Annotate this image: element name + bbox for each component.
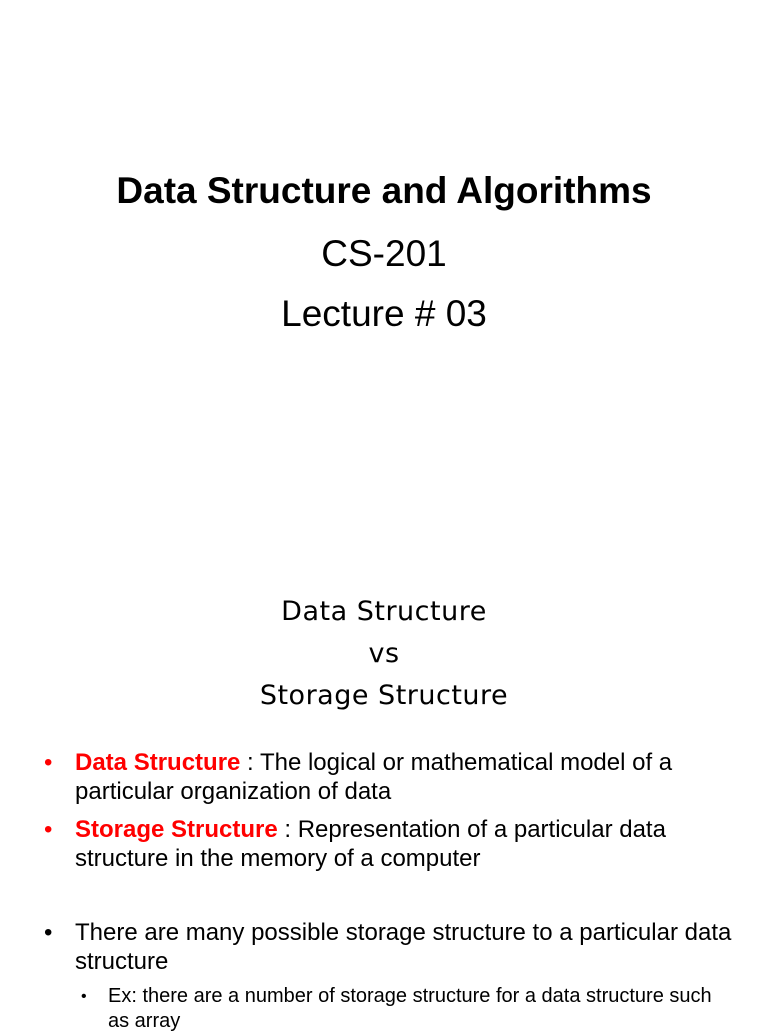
bullet-storage-structure — [44, 815, 744, 873]
bullet-term: Data Structure — [75, 749, 241, 776]
bullet-data-structure — [44, 748, 744, 806]
section-heading-line-1: Data Structure — [281, 596, 487, 627]
bullet-possible-storage-structures — [44, 918, 744, 976]
bullet-body — [75, 918, 744, 976]
bullet-body — [75, 815, 744, 873]
bullet-body — [75, 748, 744, 806]
slide-title: Data Structure and Algorithms — [116, 170, 652, 211]
bullet-dot: • — [44, 919, 53, 946]
bullet-dot: • — [44, 816, 53, 843]
bullet-dot: • — [44, 749, 53, 776]
bullet-text: There are many possible storage structure to a particular data structure — [75, 919, 732, 975]
section-heading-line-2: vs — [368, 638, 400, 669]
sub-bullet-dot: • — [81, 988, 87, 1005]
bullet-text: : The logical or mathematical model of a particular organization of data — [75, 749, 673, 805]
sub-bullet-text: Ex: there are a number of storage structure for a data structure such as array — [108, 985, 712, 1032]
lecture-number: Lecture # 03 — [281, 293, 487, 334]
bullet-term: Storage Structure — [75, 816, 278, 843]
section-heading-line-3: Storage Structure — [259, 680, 509, 711]
sub-bullet-example — [81, 984, 721, 1034]
bullet-text: : Representation of a particular data structure in the memory of a computer — [75, 816, 666, 872]
course-code: CS-201 — [321, 233, 447, 274]
